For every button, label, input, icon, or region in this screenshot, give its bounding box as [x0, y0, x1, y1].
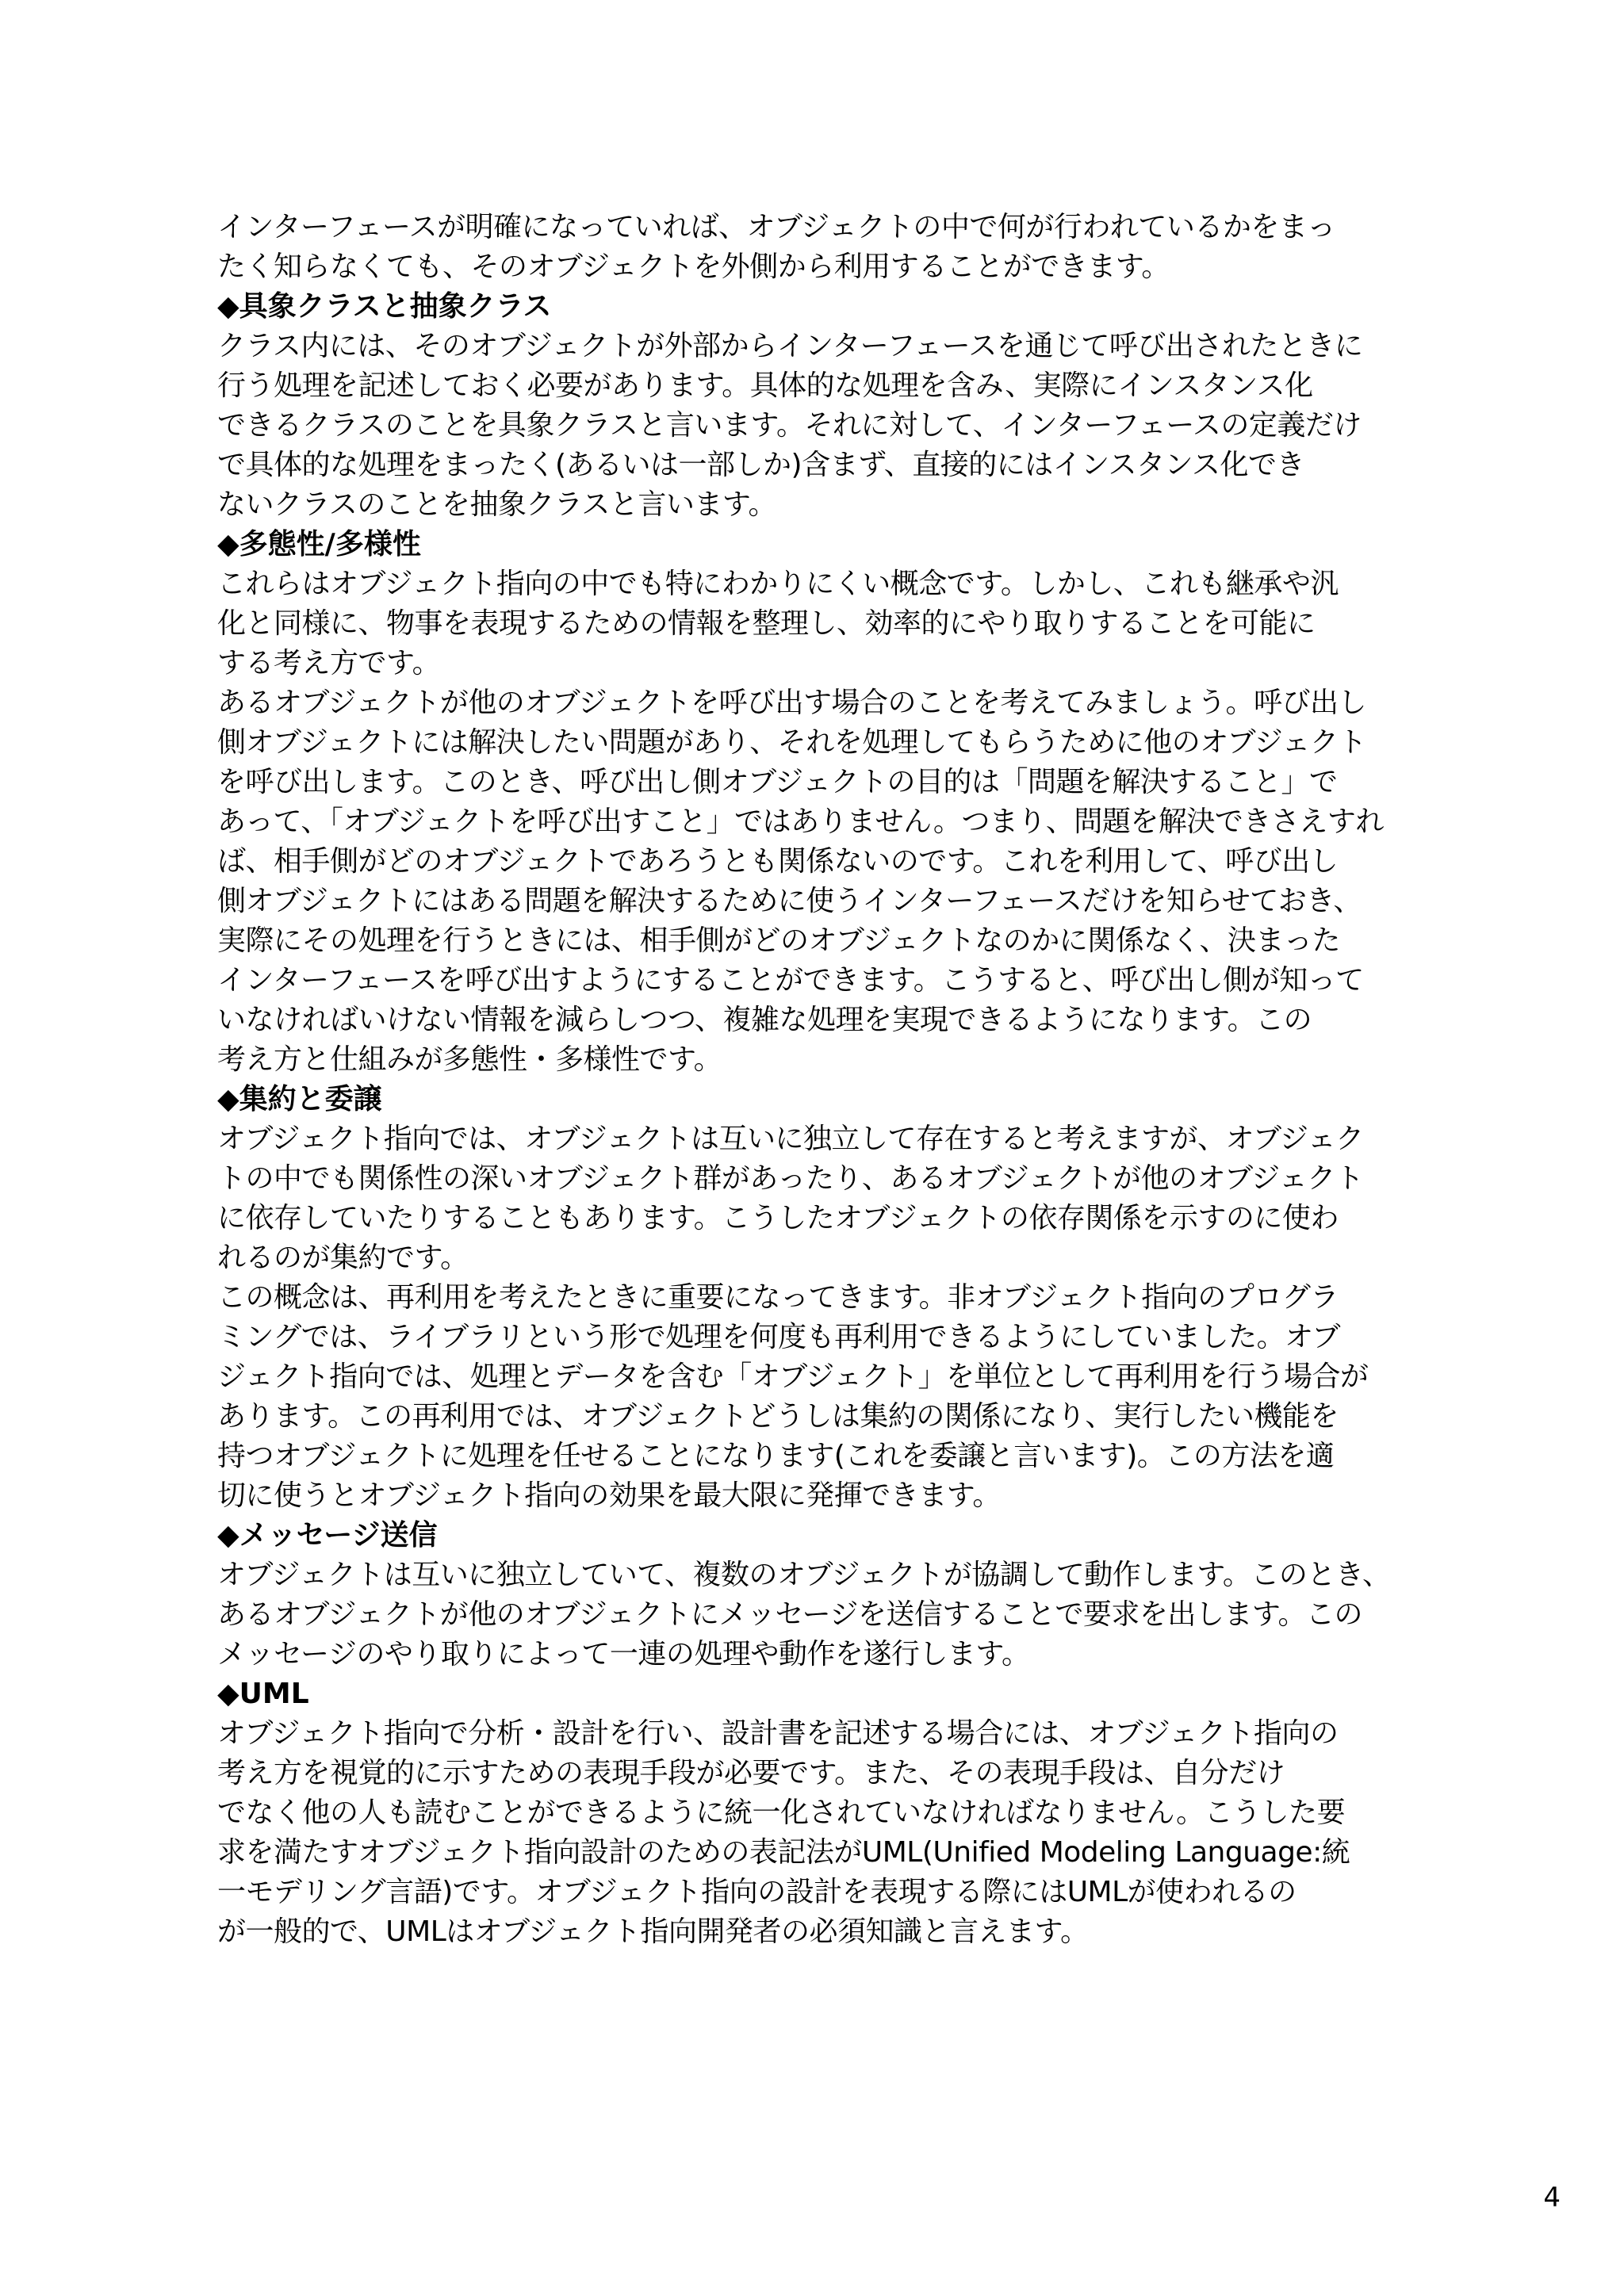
text-line: 切に使うとオブジェクト指向の効果を最大限に発揮できます。: [217, 1479, 1001, 1512]
text-line: を呼び出します。このとき、呼び出し側オブジェクトの目的は「問題を解決すること」で: [217, 766, 1338, 798]
text-line: 実際にその処理を行うときには、相手側がどのオブジェクトなのかに関係なく、決まった: [217, 924, 1341, 957]
text-line: 考え方と仕組みが多態性・多様性です。: [217, 1043, 722, 1076]
document-body: [217, 208, 1438, 1952]
text-line: 考え方を視覚的に示すための表現手段が必要です。また、その表現手段は、自分だけ: [217, 1757, 1285, 1789]
text-line: インターフェースを呼び出すようにすることができます。こうすると、呼び出し側が知って: [217, 964, 1364, 997]
text-line: この概念は、再利用を考えたときに重要になってきます。非オブジェクト指向のプログラ: [217, 1281, 1339, 1314]
text-line: 持つオブジェクトに処理を任せることになります(これを委譲と言います)。この方法を適: [217, 1440, 1335, 1472]
text-line: で具体的な処理をまったく(あるいは一部しか)含まず、直接的にはインスタンス化でき: [217, 449, 1305, 481]
text-line: オブジェクトは互いに独立していて、複数のオブジェクトが協調して動作します。このとき、: [217, 1559, 1391, 1591]
text-line: でなく他の人も読むことができるように統一化されていなければなりません。こうした要: [217, 1797, 1346, 1829]
section-heading: ◆メッセージ送信: [217, 1519, 438, 1552]
text-line: 化と同様に、物事を表現するための情報を整理し、効率的にやり取りすることを可能に: [217, 607, 1316, 640]
section-heading: ◆具象クラスと抽象クラス: [217, 290, 552, 323]
text-line: いなければいけない情報を減らしつつ、複雑な処理を実現できるようになります。この: [217, 1004, 1312, 1036]
text-line: あるオブジェクトが他のオブジェクトにメッセージを送信することで要求を出します。この: [217, 1598, 1362, 1631]
text-line: 一モデリング言語)です。オブジェクト指向の設計を表現する際にはUMLが使われるの: [217, 1876, 1297, 1908]
text-line: 側オブジェクトにはある問題を解決するために使うインターフェースだけを知らせておき、: [217, 885, 1362, 917]
text-line: ミングでは、ライブラリという形で処理を何度も再利用できるようにしていました。オブ: [217, 1321, 1341, 1353]
text-line: できるクラスのことを具象クラスと言います。それに対して、インターフェースの定義だけ: [217, 409, 1362, 442]
section-heading: ◆集約と委譲: [217, 1083, 382, 1115]
paragraph: [217, 327, 1438, 525]
paragraph: [217, 1556, 1438, 1674]
paragraph: [217, 564, 1438, 1080]
text-line: 側オブジェクトには解決したい問題があり、それを処理してもらうために他のオブジェクト: [217, 726, 1367, 759]
text-line: ないクラスのことを抽象クラスと言います。: [217, 488, 776, 521]
text-line: オブジェクト指向では、オブジェクトは互いに独立して存在すると考えますが、オブジェク: [217, 1123, 1364, 1155]
text-line: トの中でも関係性の深いオブジェクト群があったり、あるオブジェクトが他のオブジェクト: [217, 1162, 1364, 1195]
text-line: たく知らなくても、そのオブジェクトを外側から利用することができます。: [217, 251, 1170, 283]
section-heading: ◆多態性/多様性: [217, 528, 421, 561]
text-line: 行う処理を記述しておく必要があります。具体的な処理を含み、実際にインスタンス化: [217, 369, 1313, 402]
text-line: インターフェースが明確になっていれば、オブジェクトの中で何が行われているかをまっ: [217, 211, 1335, 243]
text-line: メッセージのやり取りによって一連の処理や動作を遂行します。: [217, 1638, 1030, 1670]
text-line: が一般的で、UMLはオブジェクト指向開発者の必須知識と言えます。: [217, 1915, 1089, 1948]
text-line: する考え方です。: [217, 647, 441, 679]
section-heading: ◆UML: [217, 1678, 309, 1710]
paragraph: [217, 208, 1438, 287]
text-line: オブジェクト指向で分析・設計を行い、設計書を記述する場合には、オブジェクト指向の: [217, 1717, 1339, 1750]
text-line: 求を満たすオブジェクト指向設計のための表記法がUML(Unified Modeling Language:統: [217, 1836, 1350, 1869]
text-line: あります。この再利用では、オブジェクトどうしは集約の関係になり、実行したい機能を: [217, 1400, 1339, 1433]
paragraph: [217, 1714, 1438, 1952]
text-line: に依存していたりすることもあります。こうしたオブジェクトの依存関係を示すのに使わ: [217, 1202, 1339, 1234]
page-number: 4: [1543, 2182, 1561, 2214]
text-line: れるのが集約です。: [217, 1242, 469, 1274]
paragraph: [217, 1119, 1438, 1516]
text-line: これらはオブジェクト指向の中でも特にわかりにくい概念です。しかし、これも継承や汎: [217, 568, 1339, 600]
text-line: あるオブジェクトが他のオブジェクトを呼び出す場合のことを考えてみましょう。呼び出し: [217, 687, 1367, 719]
text-line: ば、相手側がどのオブジェクトであろうとも関係ないのです。これを利用して、呼び出し: [217, 845, 1339, 878]
text-line: ジェクト指向では、処理とデータを含む「オブジェクト」を単位として再利用を行う場合が: [217, 1360, 1369, 1393]
text-line: クラス内には、そのオブジェクトが外部からインターフェースを通じて呼び出されたときに: [217, 330, 1363, 362]
text-line: あって、「オブジェクトを呼び出すこと」ではありません。つまり、問題を解決できさえすれ: [217, 806, 1384, 838]
